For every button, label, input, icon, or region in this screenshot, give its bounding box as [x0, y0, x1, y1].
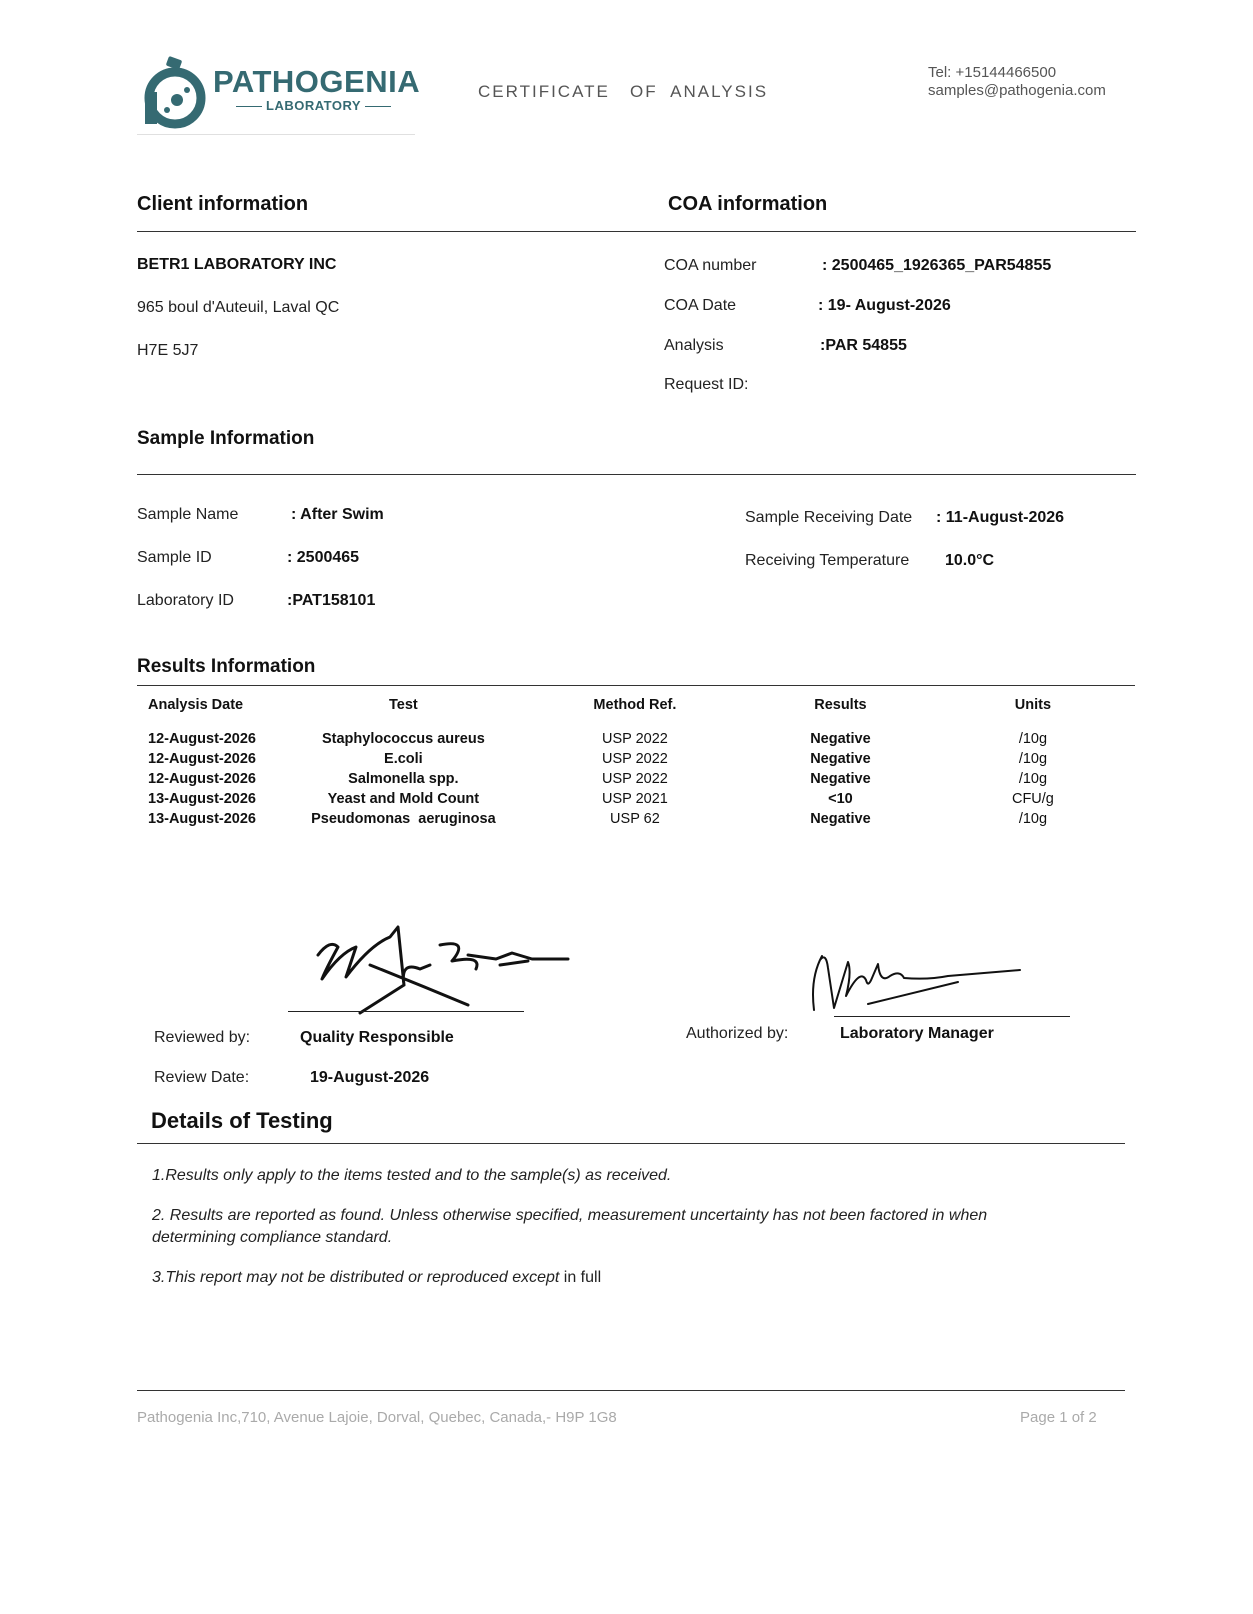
cell-method-ref: USP 2021 [601, 791, 668, 807]
client-name: BETR1 LABORATORY INC [137, 256, 337, 273]
cell-test: E.coli [384, 751, 423, 767]
cell-units: /10g [1018, 811, 1048, 827]
reviewer-signature [300, 925, 590, 1025]
page-number: Page 1 of 2 [1020, 1409, 1097, 1426]
logo-sub: LABORATORY [232, 98, 395, 113]
review-date-label: Review Date: [154, 1069, 250, 1086]
table-row [137, 749, 1137, 769]
authorized-by-label: Authorized by: [686, 1025, 789, 1042]
cell-analysis-date: 13-August-2026 [148, 791, 256, 807]
divider [137, 231, 1136, 232]
footer-divider [137, 1390, 1125, 1391]
cell-test: Pseudomonas aeruginosa [311, 811, 496, 827]
client-info-title: Client information [137, 193, 309, 215]
coa-number-value: : 2500465_1926365_PAR54855 [822, 257, 1052, 274]
coa-info-title: COA information [668, 193, 828, 215]
sample-name-label: Sample Name [137, 506, 239, 523]
divider [137, 474, 1136, 475]
manager-signature-line [834, 1016, 1070, 1017]
authorized-by-value: Laboratory Manager [840, 1025, 994, 1042]
logo-underline [137, 134, 415, 135]
cell-method-ref: USP 2022 [601, 771, 668, 787]
reviewer-signature-line [288, 1011, 524, 1012]
cell-method-ref: USP 62 [610, 811, 660, 827]
receiving-temp-value: 10.0°C [945, 552, 995, 569]
cell-units: CFU/g [1011, 791, 1054, 807]
cell-units: /10g [1018, 751, 1048, 767]
divider [137, 685, 1135, 686]
sample-info-title: Sample Information [137, 428, 315, 449]
table-row [137, 769, 1137, 789]
cell-analysis-date: 12-August-2026 [148, 771, 256, 787]
logo-name: PATHOGENIA [213, 64, 421, 99]
cell-result: Negative [810, 771, 871, 787]
cell-method-ref: USP 2022 [601, 751, 668, 767]
analysis-value: :PAR 54855 [820, 337, 907, 354]
details-title: Details of Testing [151, 1108, 333, 1133]
cell-units: /10g [1018, 731, 1048, 747]
note-2-line-1: 2. Results are reported as found. Unless otherwise specified, measurement uncertainty has not been factored in when [152, 1207, 988, 1224]
cell-analysis-date: 13-August-2026 [148, 811, 256, 827]
receiving-temp-label: Receiving Temperature [745, 552, 910, 569]
header-results: Results [814, 697, 867, 713]
reviewed-by-value: Quality Responsible [300, 1029, 454, 1046]
footer-address: Pathogenia Inc,710, Avenue Lajoie, Dorval, Quebec, Canada,- H9P 1G8 [137, 1409, 617, 1426]
sample-id-value: : 2500465 [287, 549, 360, 566]
cell-result: Negative [810, 811, 871, 827]
header-analysis-date: Analysis Date [148, 697, 244, 713]
results-table [137, 697, 1137, 829]
receiving-date-value: : 11-August-2026 [936, 509, 1065, 526]
laboratory-id-value: :PAT158101 [287, 592, 376, 609]
analysis-label: Analysis [664, 337, 724, 354]
cell-units: /10g [1018, 771, 1048, 787]
note-2-line-2: determining compliance standard. [152, 1229, 393, 1246]
flask-logo-icon [137, 54, 217, 134]
cell-test: Yeast and Mold Count [327, 791, 480, 807]
note-1: 1.Results only apply to the items tested and to the sample(s) as received. [152, 1167, 672, 1184]
header-method-ref: Method Ref. [593, 697, 677, 713]
cell-test: Staphylococcus aureus [321, 731, 485, 747]
note-3-italic: 3.This report may not be distributed or reproduced except [152, 1269, 560, 1286]
cell-analysis-date: 12-August-2026 [148, 731, 256, 747]
cell-method-ref: USP 2022 [601, 731, 668, 747]
cell-result: Negative [810, 751, 871, 767]
results-header-row [137, 697, 1137, 729]
table-row [137, 789, 1137, 809]
document-title: CERTIFICATE OF ANALYSIS [478, 82, 769, 101]
divider [137, 1143, 1125, 1144]
coa-date-value: : 19- August-2026 [818, 297, 951, 314]
results-info-title: Results Information [137, 656, 316, 677]
request-id-label: Request ID: [664, 376, 749, 393]
contact-phone: Tel: +15144466500 [928, 64, 1057, 81]
header-test: Test [389, 697, 418, 713]
coa-date-label: COA Date [664, 297, 737, 314]
receiving-date-label: Sample Receiving Date [745, 509, 913, 526]
table-row [137, 729, 1137, 749]
reviewed-by-label: Reviewed by: [154, 1029, 251, 1046]
header-units: Units [1014, 697, 1052, 713]
coa-number-label: COA number [664, 257, 757, 274]
sample-id-label: Sample ID [137, 549, 212, 566]
cell-test: Salmonella spp. [348, 771, 459, 787]
client-address: 965 boul d'Auteuil, Laval QC [137, 299, 340, 316]
cell-analysis-date: 12-August-2026 [148, 751, 256, 767]
cell-result: <10 [828, 791, 853, 807]
note-3 [152, 1267, 601, 1289]
contact-email: samples@pathogenia.com [928, 82, 1106, 99]
note-3-plain: in full [559, 1269, 602, 1286]
laboratory-id-label: Laboratory ID [137, 592, 234, 609]
table-row [137, 809, 1137, 829]
review-date-value: 19-August-2026 [310, 1069, 430, 1086]
sample-name-value: : After Swim [291, 506, 384, 523]
cell-result: Negative [810, 731, 871, 747]
client-postal: H7E 5J7 [137, 342, 199, 359]
